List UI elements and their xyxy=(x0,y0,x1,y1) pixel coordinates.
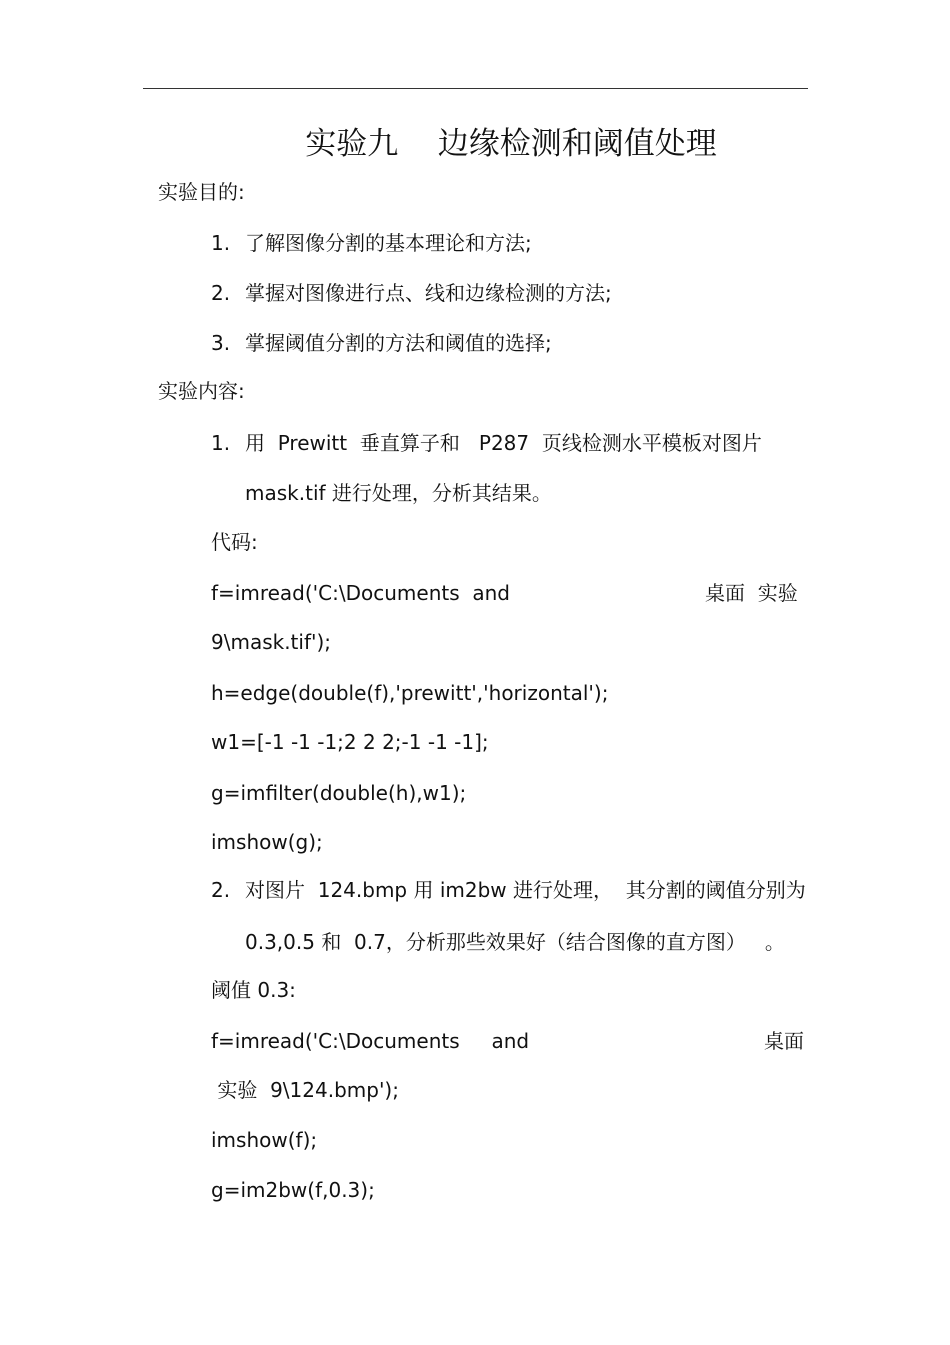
list-number: 1. xyxy=(211,231,231,255)
purpose-item-3 xyxy=(211,329,552,357)
list-number: 3. xyxy=(211,331,231,355)
list-number: 1. xyxy=(211,431,231,455)
code-line: h=edge(double(f),'prewitt','horizontal'); xyxy=(211,681,609,705)
task-1-line-1 xyxy=(211,429,762,457)
list-item-text: 了解图像分割的基本理论和方法; xyxy=(245,231,532,255)
code-line: 9\mask.tif'); xyxy=(211,630,332,654)
list-item-text: 掌握对图像进行点、线和边缘检测的方法; xyxy=(245,281,612,305)
purpose-item-1 xyxy=(211,229,532,257)
code-line: imshow(f); xyxy=(211,1128,318,1152)
page-title: 实验九 边缘检测和阈值处理 xyxy=(305,126,717,162)
task-2-line-2: 0.3,0.5 和 0.7，分析那些效果好（结合图像的直方图） 。 xyxy=(245,930,785,954)
purpose-item-2 xyxy=(211,279,612,307)
list-number: 2. xyxy=(211,281,231,305)
code-line-path-fragment: 桌面 实验 xyxy=(705,581,798,605)
code-line: g=im2bw(f,0.3); xyxy=(211,1178,375,1202)
list-item-text: 掌握阈值分割的方法和阈值的选择; xyxy=(245,331,552,355)
code-line: g=imfilter(double(h),w1); xyxy=(211,781,467,805)
code-line-path-fragment: 桌面 xyxy=(764,1029,804,1053)
header-rule xyxy=(143,88,808,89)
task-1-text: 用 Prewitt 垂直算子和 P287 页线检测水平模板对图片 xyxy=(245,431,762,455)
task-2-line-1 xyxy=(211,876,806,904)
code-line: 实验 9\124.bmp'); xyxy=(211,1078,399,1102)
code-line: imshow(g); xyxy=(211,830,323,854)
code-label: 代码: xyxy=(211,530,258,554)
threshold-label: 阈值 0.3: xyxy=(211,978,296,1002)
code-line: w1=[-1 -1 -1;2 2 2;-1 -1 -1]; xyxy=(211,730,489,754)
purpose-heading: 实验目的: xyxy=(158,180,245,204)
code-line: f=imread('C:\Documents and xyxy=(211,581,510,605)
code-line: f=imread('C:\Documents and xyxy=(211,1029,530,1053)
content-heading: 实验内容: xyxy=(158,379,245,403)
task-2-text: 对图片 124.bmp 用 im2bw 进行处理， 其分割的阈值分别为 xyxy=(245,878,806,902)
task-1-line-2: mask.tif 进行处理，分析其结果。 xyxy=(245,481,552,505)
list-number: 2. xyxy=(211,878,231,902)
